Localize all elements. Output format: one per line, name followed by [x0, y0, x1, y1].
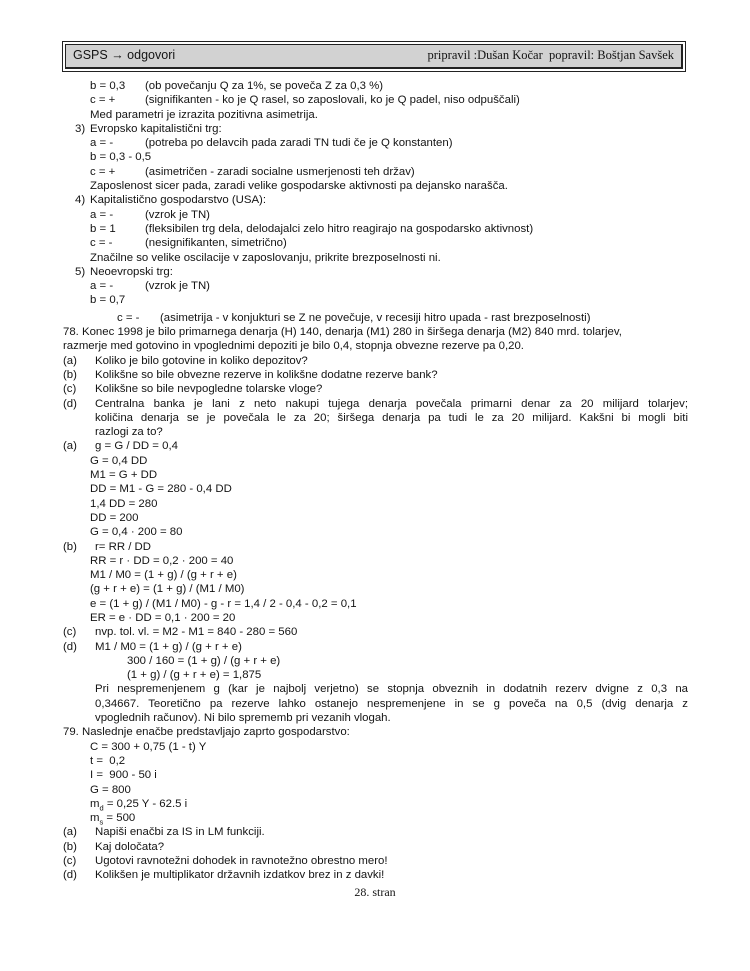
text-part: = 0,25 Y - 62.5 i [103, 797, 188, 810]
text-line [63, 525, 688, 539]
line-comment: (potreba po delavcih pada zaradi TN tudi če je Q konstanten) [145, 137, 453, 150]
line-comment: (signifikanten - ko je Q rasel, so zaposlovali, ko je Q padel, niso odpuščali) [145, 94, 520, 107]
text-line [63, 79, 688, 93]
line-comment: (ob povečanju Q za 1%, se poveča Z za 0,3 %) [145, 80, 384, 92]
line-label: a = - [90, 208, 114, 221]
text-line [63, 193, 688, 207]
text-part: = 500 [103, 812, 136, 825]
text-line [63, 236, 688, 250]
line-text: b = 0,3 - 0,5 [90, 151, 152, 164]
text-line [63, 454, 688, 468]
line-comment: (vzrok je TN) [145, 280, 210, 293]
line-text: M1 / M0 = (1 + g) / (g + r + e) [95, 640, 242, 653]
line-comment: (asimetričen - zaradi socialne usmerjenosti teh držav) [145, 165, 415, 178]
line-label: (a) [63, 440, 77, 453]
line-text: b = 0,7 [90, 294, 126, 307]
text-line [63, 150, 688, 164]
page-number: 28. stran [354, 885, 396, 899]
line-text: Napiši enačbi za IS in LM funkciji. [95, 826, 265, 839]
text-line [63, 179, 688, 193]
header-credits: pripravil :Dušan Kočar popravil: Boštjan Savšek [427, 48, 674, 62]
text-line [63, 368, 688, 382]
line-text: ER = e · DD = 0,1 · 200 = 20 [90, 611, 236, 624]
text-line [63, 554, 688, 568]
paragraph-line: 78. Konec 1998 je bilo primarnega denarja (H) 140, denarja (M1) 280 in širšega denarja (M2) 840 mrd. tolarjev, [63, 326, 622, 339]
text-line [63, 682, 688, 725]
line-label: (d) [63, 869, 77, 882]
text-line [63, 540, 688, 554]
text-line [63, 136, 688, 150]
line-comment: (asimetrija - v konjukturi se Z ne povečuje, v recesiji hitro upada - rast brezposelnosti) [160, 311, 591, 324]
text-line [63, 754, 688, 768]
line-text: 1,4 DD = 280 [90, 497, 158, 510]
line-text: RR = r · DD = 0,2 · 200 = 40 [90, 554, 234, 567]
text-line [63, 611, 688, 625]
paragraph-line: razlogi za to? [95, 426, 163, 439]
line-text [90, 812, 136, 827]
line-text: G = 0,4 · 200 = 80 [90, 526, 183, 539]
line-label: (c) [63, 855, 77, 868]
paragraph [63, 325, 688, 354]
line-text: g = G / DD = 0,4 [95, 440, 178, 453]
line-text: C = 300 + 0,75 (1 - t) Y [90, 740, 207, 753]
text-line [63, 354, 688, 368]
text-part: m [90, 812, 100, 825]
text-line [63, 279, 688, 293]
line-label: 4) [75, 194, 86, 207]
line-text: Kaj določata? [95, 840, 165, 853]
paragraph-line: razmerje med gotovino in vpoglednimi depoziti je bilo 0,4, stopnja obvezne rezerve pa 0,20. [63, 340, 524, 353]
line-text: Ugotovi ravnotežni dohodek in ravnotežno obrestno mero! [95, 855, 388, 868]
text-line [63, 439, 688, 453]
text-line [63, 293, 688, 307]
text-line [63, 811, 688, 825]
line-text: M1 / M0 = (1 + g) / (g + r + e) [90, 569, 237, 582]
line-label: (b) [63, 840, 77, 853]
line-text: Kolikšen je multiplikator državnih izdatkov brez in z davki! [95, 869, 385, 882]
paragraph-line: vpoglednih računov). Ni bilo sprememb pri vezanih vlogah. [95, 712, 391, 725]
line-text: 79. Naslednje enačbe predstavljajo zaprto gospodarstvo: [63, 726, 350, 739]
text-line [63, 397, 688, 440]
text-line [63, 668, 688, 682]
line-comment: (nesignifikanten, simetrično) [145, 237, 287, 250]
text-line [63, 768, 688, 782]
line-label: (c) [63, 626, 77, 639]
document-body [63, 79, 688, 883]
line-label: (c) [63, 383, 77, 396]
line-text [90, 797, 188, 813]
line-text: nvp. tol. vl. = M2 - M1 = 840 - 280 = 560 [95, 626, 298, 639]
line-text: Kolikšne so bile nevpogledne tolarske vloge? [95, 383, 323, 396]
text-line [63, 597, 688, 611]
line-text: Kapitalistično gospodarstvo (USA): [90, 194, 267, 207]
line-label: b = 1 [90, 222, 116, 235]
line-text: DD = 200 [90, 511, 139, 524]
text-line [63, 325, 688, 354]
line-text: G = 800 [90, 783, 131, 796]
text-line [63, 122, 688, 136]
text-line [63, 825, 688, 839]
line-label: (a) [63, 826, 77, 839]
text-part: m [90, 797, 100, 810]
line-text: I = 900 - 50 i [90, 769, 157, 782]
line-label: 5) [75, 265, 86, 278]
line-text: Značilne so velike oscilacije v zaposlovanju, prikrite brezposelnosti ni. [90, 251, 441, 264]
line-text: G = 0,4 DD [90, 454, 148, 467]
line-text: Evropsko kapitalistični trg: [90, 122, 222, 135]
text-line [63, 854, 688, 868]
text-line [63, 868, 688, 882]
paragraph-line: Pri nespremenjenem g (kar je najbolj verjetno) se stopnja obveznih in dodatnih rezerv dvigne z 0,3 na [95, 683, 688, 696]
line-label: (d) [63, 397, 77, 410]
text-line [63, 725, 688, 739]
text-line [63, 108, 688, 122]
paragraph-line: 0,34667. Teoretično pa rezerve lahko ostanejo nespremenjene in se g poveča na 0,5 (dvig denarja z [95, 697, 688, 710]
text-line [63, 740, 688, 754]
line-label: 3) [75, 122, 86, 135]
text-line [63, 382, 688, 396]
line-text: Neoevropski trg: [90, 265, 173, 278]
line-label: (b) [63, 368, 77, 381]
text-line [63, 482, 688, 496]
text-line [63, 251, 688, 265]
line-comment: (vzrok je TN) [145, 208, 210, 221]
line-text: e = (1 + g) / (M1 / M0) - g - r = 1,4 / 2 - 0,4 - 0,2 = 0,1 [90, 597, 357, 610]
text-line [63, 93, 688, 107]
line-text: (g + r + e) = (1 + g) / (M1 / M0) [90, 583, 245, 596]
line-text: Zaposlenost sicer pada, zaradi velike gospodarske aktivnosti pa dejansko narašča. [90, 180, 508, 193]
text-line [63, 654, 688, 668]
paragraph [63, 682, 688, 725]
line-label: (d) [63, 640, 77, 653]
text-line [63, 497, 688, 511]
line-text: Kolikšne so bile obvezne rezerve in kolikšne dodatne rezerve bank? [95, 368, 438, 381]
line-label: (b) [63, 540, 77, 553]
line-label: a = - [90, 280, 114, 293]
header-inner [65, 44, 683, 69]
line-text: r= RR / DD [95, 540, 152, 553]
line-text: Med parametri je izrazita pozitivna asimetrija. [90, 108, 318, 121]
line-text: (1 + g) / (g + r + e) = 1,875 [127, 669, 262, 682]
subscript: s [99, 817, 104, 827]
line-label: c = + [90, 94, 116, 107]
text-line [63, 783, 688, 797]
paragraph-line: količina denarja se je povečala le za 20; širšega denarja pa tudi le za 20 milijard. Kakšni bi mogli biti [95, 411, 688, 424]
text-line [63, 165, 688, 179]
text-line [63, 265, 688, 279]
text-line [63, 797, 688, 811]
header-title: GSPS → odgovori [73, 48, 176, 62]
line-label: (a) [63, 354, 77, 367]
header-box [62, 41, 686, 72]
line-label: c = - [90, 237, 113, 250]
text-line [63, 468, 688, 482]
line-text: 300 / 160 = (1 + g) / (g + r + e) [127, 654, 281, 667]
line-text: t = 0,2 [90, 754, 126, 767]
line-label: c = - [117, 311, 140, 324]
text-line [63, 840, 688, 854]
text-line [63, 568, 688, 582]
line-text: M1 = G + DD [90, 469, 158, 482]
paragraph [95, 397, 688, 440]
line-text: DD = M1 - G = 280 - 0,4 DD [90, 483, 232, 496]
line-text: Koliko je bilo gotovine in koliko depozitov? [95, 354, 308, 367]
paragraph-line: Centralna banka je lani z neto nakupi tujega denarja povečala primarni denar za 20 milijard tolarjev; [95, 397, 688, 410]
line-label: a = - [90, 137, 114, 150]
text-line [63, 311, 688, 325]
text-line [63, 222, 688, 236]
line-label: c = + [90, 165, 116, 178]
subscript: d [99, 803, 104, 813]
text-line [63, 625, 688, 639]
line-comment: (fleksibilen trg dela, delodajalci zelo hitro reagirajo na gospodarsko aktivnost) [145, 222, 534, 235]
text-line [63, 640, 688, 654]
line-label: b = 0,3 [90, 80, 126, 92]
text-line [63, 208, 688, 222]
text-line [63, 582, 688, 596]
text-line [63, 511, 688, 525]
